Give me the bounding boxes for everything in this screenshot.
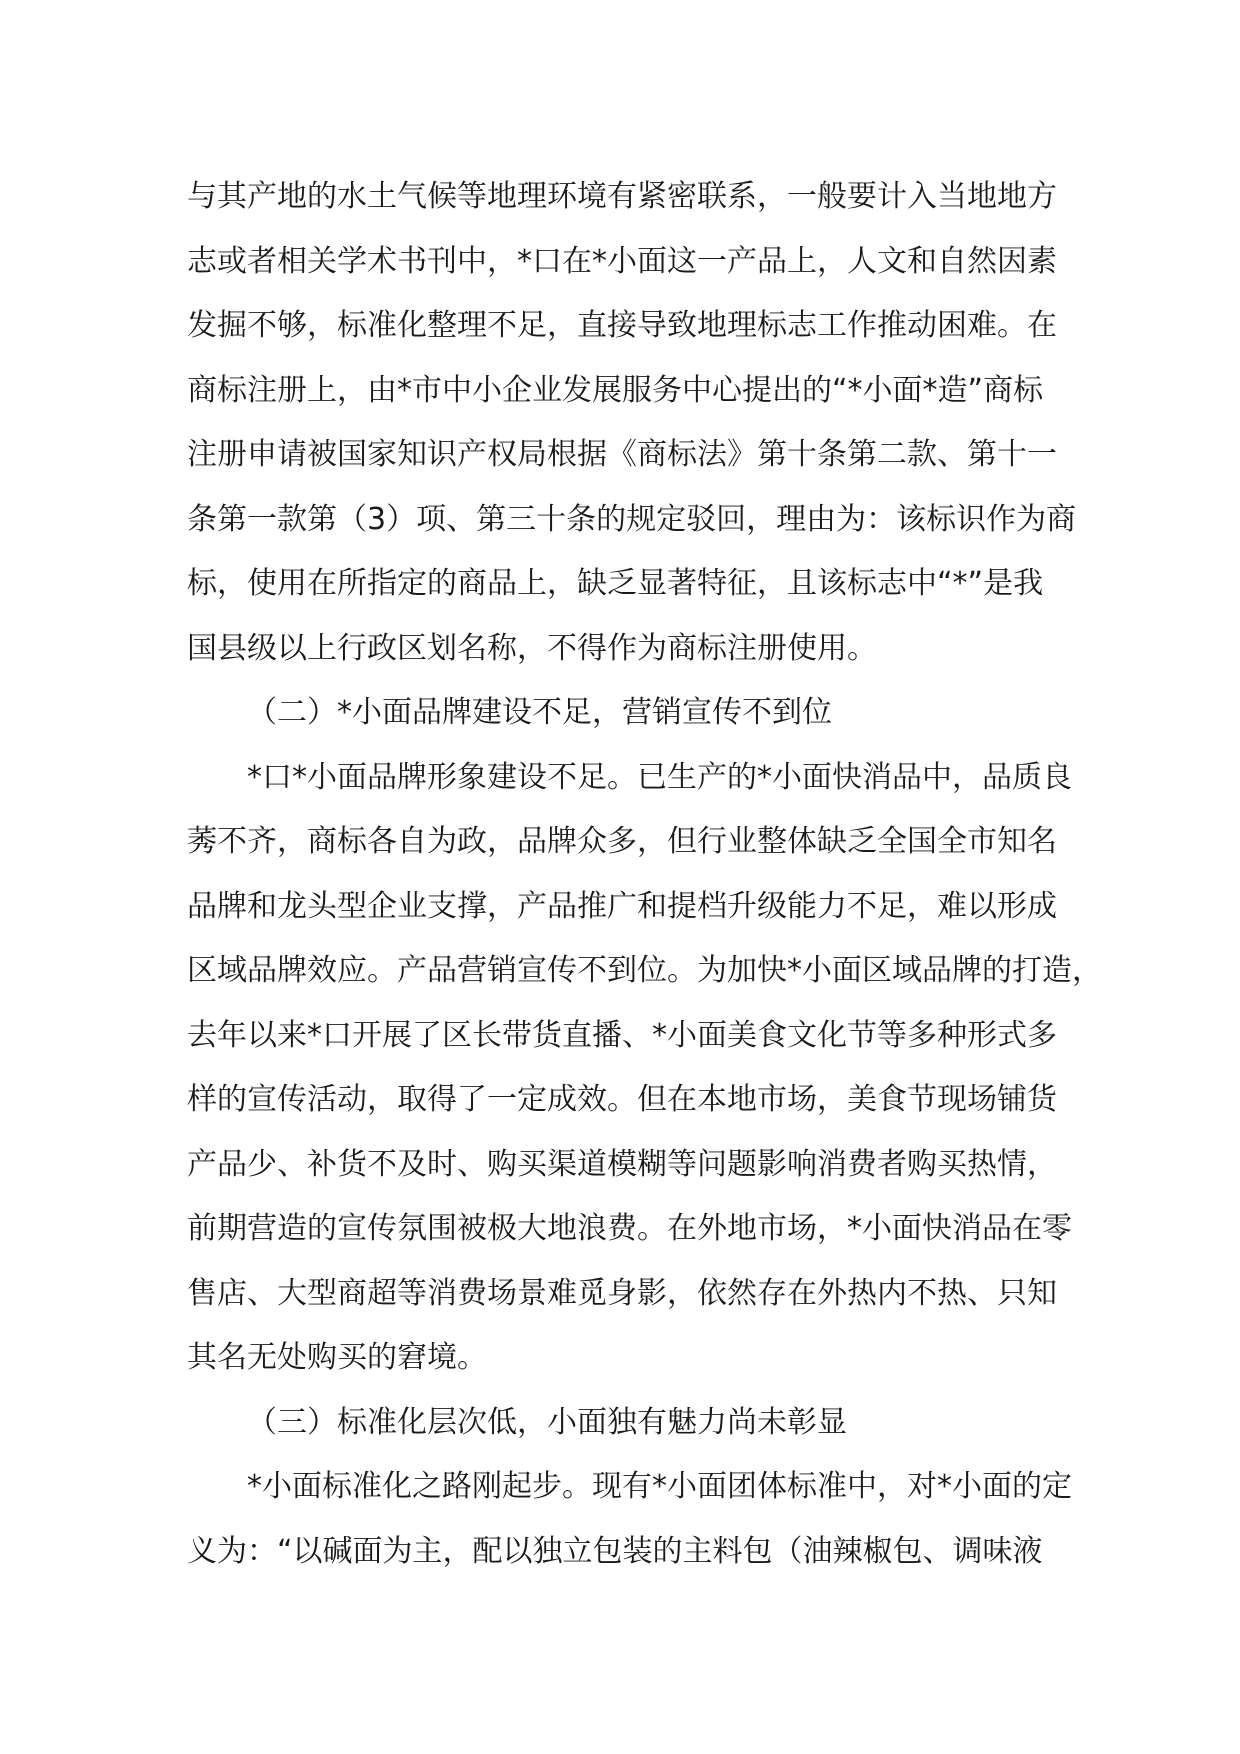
paragraph-line: 标，使用在所指定的商品上，缺乏显著特征，且该标志中“*”是我 <box>187 566 1044 601</box>
paragraph-line: 区域品牌效应。产品营销宣传不到位。为加快*小面区域品牌的打造， <box>187 953 1102 988</box>
paragraph-line: 其名无处购买的窘境。 <box>187 1340 487 1375</box>
paragraph-line: 注册申请被国家知识产权局根据《商标法》第十条第二款、第十一 <box>187 437 1057 472</box>
paragraph-line: *口*小面品牌形象建设不足。已生产的*小面快消品中，品质良 <box>247 759 1072 795</box>
paragraph-line: 莠不齐，商标各自为政，品牌众多，但行业整体缺乏全国全市知名 <box>187 824 1057 859</box>
paragraph-line: 去年以来*口开展了区长带货直播、*小面美食文化节等多种形式多 <box>187 1017 1057 1053</box>
section-heading-2: （二）*小面品牌建设不足，营销宣传不到位 <box>247 695 832 730</box>
paragraph-line: 产品少、补货不及时、购买渠道模糊等问题影响消费者购买热情， <box>187 1146 1057 1182</box>
body-text <box>187 165 1102 1584</box>
paragraph-line: 与其产地的水土气候等地理环境有紧密联系，一般要计入当地地方 <box>187 179 1057 214</box>
paragraph-line: 前期营造的宣传氛围被极大地浪费。在外地市场，*小面快消品在零 <box>187 1211 1072 1246</box>
paragraph-line: 样的宣传活动，取得了一定成效。但在本地市场，美食节现场铺货 <box>187 1082 1057 1117</box>
paragraph-line: 售店、大型商超等消费场景难觅身影，依然存在外热内不热、只知 <box>187 1275 1057 1311</box>
paragraph-line: *小面标准化之路刚起步。现有*小面团体标准中，对*小面的定 <box>247 1469 1072 1504</box>
section-heading-3: （三）标准化层次低，小面独有魅力尚未彰显 <box>247 1404 847 1440</box>
paragraph-line: 志或者相关学术书刊中，*口在*小面这一产品上，人文和自然因素 <box>187 243 1057 279</box>
paragraph-line: 发掘不够，标准化整理不足，直接导致地理标志工作推动困难。在 <box>187 308 1057 343</box>
paragraph-line: 商标注册上，由*市中小企业发展服务中心提出的“*小面*造”商标 <box>187 372 1044 408</box>
paragraph-line: 条第一款第（3）项、第三十条的规定驳回，理由为：该标识作为商 <box>187 501 1077 537</box>
paragraph-line: 品牌和龙头型企业支撑，产品推广和提档升级能力不足，难以形成 <box>187 888 1057 924</box>
paragraph-line: 义为：“以碱面为主，配以独立包装的主料包（油辣椒包、调味液 <box>187 1533 1043 1569</box>
paragraph-line: 国县级以上行政区划名称，不得作为商标注册使用。 <box>187 630 877 666</box>
